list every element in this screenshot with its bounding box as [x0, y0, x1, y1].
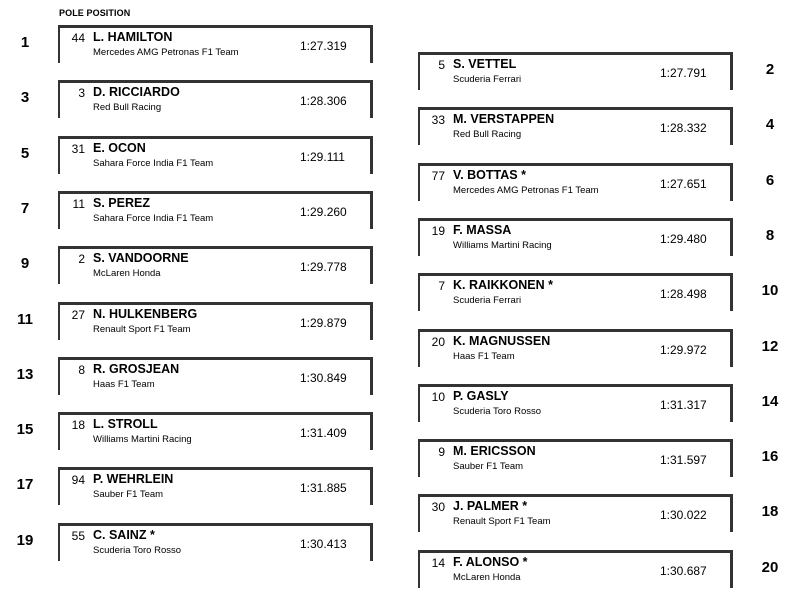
grid-position: 14: [761, 393, 779, 410]
driver-name: S. PEREZ: [93, 196, 150, 210]
grid-position: 2: [765, 61, 775, 78]
driver-name: S. VETTEL: [453, 57, 517, 71]
team-name: Mercedes AMG Petronas F1 Team: [93, 47, 239, 58]
car-number: 18: [71, 418, 85, 432]
lap-time: 1:27.651: [660, 177, 707, 191]
team-name: Williams Martini Racing: [453, 240, 552, 251]
car-number: 2: [78, 252, 85, 266]
driver-name: C. SAINZ *: [93, 528, 155, 542]
grid-position: 7: [20, 200, 30, 217]
driver-name: J. PALMER *: [453, 499, 528, 513]
lap-time: 1:31.597: [660, 453, 707, 467]
car-number: 44: [71, 31, 85, 45]
driver-name: K. MAGNUSSEN: [453, 334, 551, 348]
lap-time: 1:29.480: [660, 232, 707, 246]
driver-name: D. RICCIARDO: [93, 85, 180, 99]
car-number: 7: [438, 279, 445, 293]
team-name: Williams Martini Racing: [93, 434, 192, 445]
grid-position: 8: [765, 227, 775, 244]
driver-slot: [418, 163, 733, 201]
driver-slot: [418, 384, 733, 422]
lap-time: 1:28.332: [660, 121, 707, 135]
team-name: Sahara Force India F1 Team: [93, 213, 214, 224]
grid-position: 12: [761, 338, 779, 355]
driver-slot: [58, 412, 373, 450]
driver-slot: [418, 494, 733, 532]
driver-slot: [58, 191, 373, 229]
lap-time: 1:29.879: [300, 316, 347, 330]
lap-time: 1:29.778: [300, 260, 347, 274]
driver-name: K. RAIKKONEN *: [453, 278, 554, 292]
grid-position: 17: [16, 476, 34, 493]
car-number: 19: [431, 224, 445, 238]
lap-time: 1:28.498: [660, 287, 707, 301]
team-name: McLaren Honda: [453, 572, 521, 583]
driver-slot: [58, 523, 373, 561]
team-name: Sahara Force India F1 Team: [93, 158, 214, 169]
team-name: Renault Sport F1 Team: [93, 324, 191, 335]
driver-name: P. WEHRLEIN: [93, 472, 174, 486]
grid-position: 18: [761, 503, 779, 520]
car-number: 5: [438, 58, 445, 72]
driver-slot: [58, 357, 373, 395]
lap-time: 1:31.409: [300, 426, 347, 440]
driver-slot: [58, 467, 373, 505]
lap-time: 1:31.885: [300, 481, 347, 495]
driver-name: M. ERICSSON: [453, 444, 536, 458]
driver-name: N. HULKENBERG: [93, 307, 198, 321]
car-number: 27: [71, 308, 85, 322]
driver-name: R. GROSJEAN: [93, 362, 180, 376]
driver-name: E. OCON: [93, 141, 146, 155]
team-name: McLaren Honda: [93, 268, 161, 279]
grid-position: 6: [765, 172, 775, 189]
car-number: 30: [431, 500, 445, 514]
team-name: Red Bull Racing: [93, 102, 162, 113]
team-name: Renault Sport F1 Team: [453, 516, 551, 527]
driver-name: F. ALONSO *: [453, 555, 528, 569]
car-number: 3: [78, 86, 85, 100]
team-name: Scuderia Ferrari: [453, 74, 522, 85]
driver-slot: [418, 107, 733, 145]
car-number: 94: [71, 473, 85, 487]
lap-time: 1:29.260: [300, 205, 347, 219]
grid-position: 20: [761, 559, 779, 576]
lap-time: 1:31.317: [660, 398, 707, 412]
car-number: 10: [431, 390, 445, 404]
lap-time: 1:29.972: [660, 343, 707, 357]
car-number: 9: [438, 445, 445, 459]
lap-time: 1:28.306: [300, 94, 347, 108]
grid-position: 4: [765, 116, 775, 133]
car-number: 11: [72, 197, 85, 211]
driver-name: L. STROLL: [93, 417, 158, 431]
driver-slot: [418, 273, 733, 311]
lap-time: 1:30.413: [300, 537, 347, 551]
grid-position: 10: [761, 282, 779, 299]
grid-position: 5: [20, 145, 30, 162]
driver-name: L. HAMILTON: [93, 30, 173, 44]
driver-slot: [418, 550, 733, 588]
driver-slot: [58, 246, 373, 284]
driver-name: V. BOTTAS *: [453, 168, 526, 182]
driver-slot: [58, 302, 373, 340]
grid-position: 19: [16, 532, 34, 549]
grid-position: 3: [20, 89, 30, 106]
car-number: 33: [431, 113, 445, 127]
driver-name: S. VANDOORNE: [93, 251, 189, 265]
driver-slot: [418, 218, 733, 256]
car-number: 14: [431, 556, 445, 570]
car-number: 8: [78, 363, 85, 377]
team-name: Scuderia Ferrari: [453, 295, 522, 306]
driver-slot: [58, 25, 373, 63]
driver-slot: [58, 80, 373, 118]
car-number: 55: [71, 529, 85, 543]
lap-time: 1:27.791: [660, 66, 707, 80]
team-name: Sauber F1 Team: [93, 489, 164, 500]
car-number: 20: [431, 335, 445, 349]
team-name: Scuderia Toro Rosso: [453, 406, 542, 417]
grid-position: 11: [17, 311, 33, 328]
team-name: Haas F1 Team: [93, 379, 155, 390]
grid-position: 1: [20, 34, 30, 51]
driver-name: F. MASSA: [453, 223, 512, 237]
driver-slot: [418, 52, 733, 90]
lap-time: 1:29.111: [300, 150, 345, 164]
grid-position: 15: [16, 421, 34, 438]
pole-position-label: POLE POSITION: [59, 8, 131, 18]
driver-name: P. GASLY: [453, 389, 509, 403]
driver-slot: [418, 439, 733, 477]
grid-position: 13: [16, 366, 34, 383]
car-number: 31: [71, 142, 85, 156]
team-name: Scuderia Toro Rosso: [93, 545, 182, 556]
lap-time: 1:27.319: [300, 39, 347, 53]
team-name: Mercedes AMG Petronas F1 Team: [453, 185, 599, 196]
lap-time: 1:30.687: [660, 564, 707, 578]
driver-name: M. VERSTAPPEN: [453, 112, 555, 126]
lap-time: 1:30.022: [660, 508, 707, 522]
grid-position: 9: [20, 255, 30, 272]
driver-slot: [418, 329, 733, 367]
team-name: Red Bull Racing: [453, 129, 522, 140]
car-number: 77: [431, 169, 445, 183]
team-name: Sauber F1 Team: [453, 461, 524, 472]
driver-slot: [58, 136, 373, 174]
grid-position: 16: [761, 448, 779, 465]
lap-time: 1:30.849: [300, 371, 347, 385]
team-name: Haas F1 Team: [453, 351, 515, 362]
